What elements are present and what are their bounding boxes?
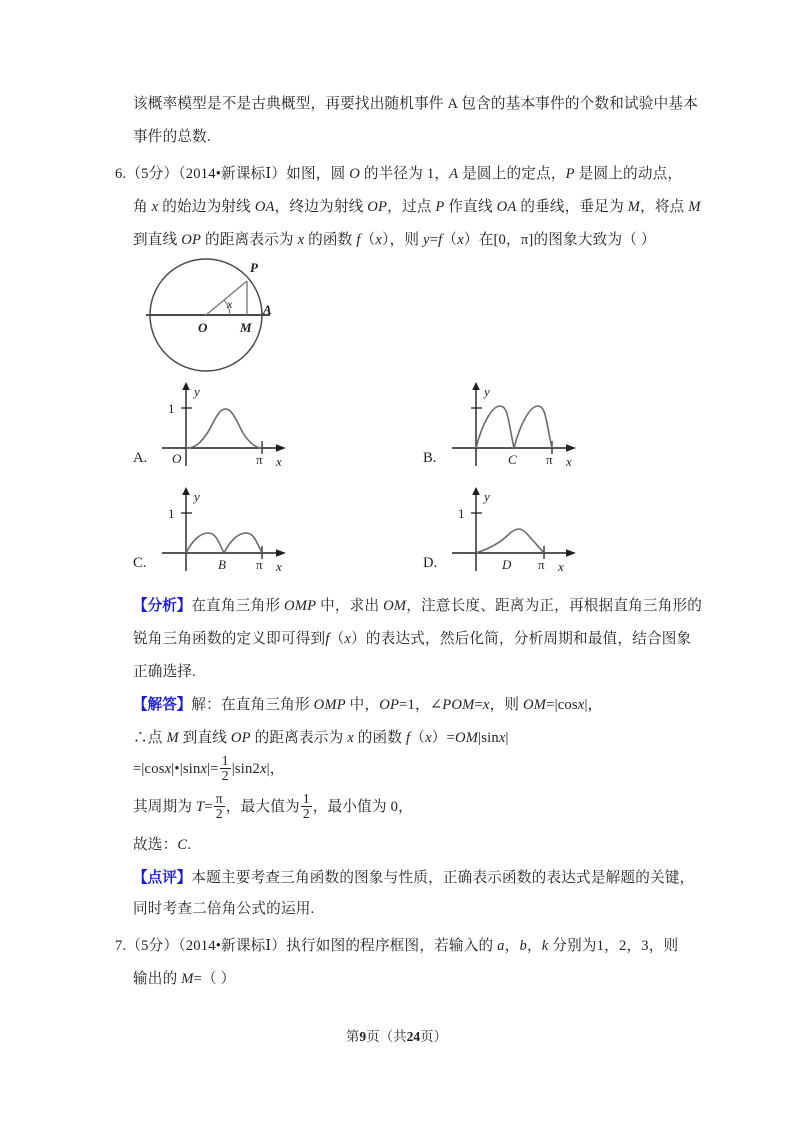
fraction-one-half-2: $\frac{1}{2}$ <box>302 791 310 822</box>
option-d <box>423 483 640 580</box>
x-axis-label: x <box>558 559 564 574</box>
q6-points: （5分） <box>126 166 179 182</box>
solution-line-3: =|cosx|•|sinx|= $\frac{1}{2}$ |sin2x|， <box>133 753 285 784</box>
y-axis-arrow <box>472 487 480 495</box>
question-6-line-3: 到直线 OP 的距离表示为 x 的函数 f（x），则 y=f（x）在[0，π]的图象大致为（ ） <box>133 232 656 248</box>
intro-text-1: 该概率模型是不是古典概型，再要找出随机事件 A 包含的基本事件的个数和试验中基本 <box>133 96 699 112</box>
y-axis-label: y <box>194 489 200 504</box>
selected-answer: C <box>177 837 188 853</box>
mid-label: D <box>502 557 512 572</box>
x-axis-label: x <box>276 559 282 574</box>
x-pi-label: π <box>546 452 553 467</box>
y-axis-label: y <box>484 489 490 504</box>
comment-line-1: 【点评】本题主要考查三角函数的图象与性质，正确表示函数的表达式是解题的关键， <box>133 870 695 886</box>
x-axis-arrow <box>566 549 576 557</box>
footer-page-number: 9 <box>359 1029 367 1044</box>
analysis-line-1: 【分析】在直角三角形 OMP 中，求出 OM，注意长度、距离为正，再根据直角三角形的 <box>133 598 703 614</box>
solution-label: 【解答】 <box>133 697 192 713</box>
y-tick-label: 1 <box>458 506 465 521</box>
question-7-line-1: 7.（5分）（2014•新课标Ⅰ）执行如图的程序框图，若输入的 a，b，k 分别为1，2，3，则 <box>115 938 679 954</box>
option-a-letter: A. <box>133 450 148 466</box>
q6-source: （2014•新课标Ⅰ） <box>178 166 287 182</box>
option-a <box>133 378 350 475</box>
y-axis-label: y <box>194 384 200 399</box>
label-P: P <box>250 260 258 275</box>
question-7-line-2: 输出的 M=（ ） <box>133 971 236 987</box>
q7-number: 7 <box>115 938 123 954</box>
y-axis-arrow <box>182 382 190 390</box>
x-pi-label: π <box>256 452 263 467</box>
solution-line-2: ∴点 M 到直线 OP 的距离表示为 x 的函数 f（x）=OM|sinx| <box>133 730 509 746</box>
label-O: O <box>198 320 208 335</box>
comment-line-2: 同时考查二倍角公式的运用. <box>133 901 315 917</box>
y-axis-label: y <box>484 384 490 399</box>
mid-label: B <box>218 557 226 572</box>
solution-line-1: 【解答】解：在直角三角形 OMP 中，OP=1，∠POM=x，则 OM=|cosx|， <box>133 697 603 713</box>
option-b <box>423 378 640 475</box>
comment-label: 【点评】 <box>133 870 192 886</box>
x-pi-label: π <box>538 557 545 572</box>
curve-arch-2 <box>224 533 262 553</box>
label-A: A <box>263 302 272 317</box>
x-axis-arrow <box>276 549 286 557</box>
y-tick-label: 1 <box>168 506 175 521</box>
x-axis-label: x <box>566 454 572 469</box>
fraction-one-half: $\frac{1}{2}$ <box>221 753 229 784</box>
x-axis-arrow <box>276 444 286 452</box>
question-6-line-2: 角 x 的始边为射线 OA，终边为射线 OP，过点 P 作直线 OA 的垂线，垂足为 M，将点 M <box>133 199 701 215</box>
option-a-graph <box>150 378 350 470</box>
option-c-letter: C. <box>133 555 147 571</box>
label-M: M <box>240 320 252 335</box>
option-b-graph <box>440 378 640 470</box>
intro-text-2: 事件的总数. <box>133 129 211 145</box>
intro-line-1 <box>133 88 698 121</box>
analysis-label: 【分析】 <box>133 598 192 614</box>
q7-source: （2014•新课标Ⅰ） <box>178 938 287 954</box>
curve-arch-2 <box>514 406 552 448</box>
option-c <box>133 483 350 580</box>
curve-arch-1 <box>186 533 224 553</box>
analysis-line-2: 锐角三角函数的定义即可得到f（x）的表达式，然后化简，分析周期和最值，结合图象 <box>133 631 692 647</box>
solution-line-4: 其周期为 T= $\frac{\pi}{2}$ ，最大值为 $\frac{1}{2}$ ，最小值为 0， <box>133 791 413 822</box>
option-c-graph <box>150 483 350 575</box>
option-b-letter: B. <box>423 450 437 466</box>
fraction-pi-over-2: $\frac{\pi}{2}$ <box>215 791 223 822</box>
option-d-graph <box>440 483 640 575</box>
curve-arch-1 <box>476 406 514 448</box>
x-pi-label: π <box>256 557 263 572</box>
origin-label: O <box>172 451 182 466</box>
curve <box>186 409 262 448</box>
x-axis-arrow <box>566 444 576 452</box>
label-angle-x: x <box>227 297 233 311</box>
circle-diagram <box>130 250 315 385</box>
option-d-letter: D. <box>423 555 438 571</box>
y-axis-arrow <box>472 382 480 390</box>
intro-line-2 <box>133 121 211 154</box>
y-axis-arrow <box>182 487 190 495</box>
q6-number: 6 <box>115 166 123 182</box>
footer-total-pages: 24 <box>406 1029 421 1044</box>
analysis-line-3: 正确选择. <box>133 664 197 680</box>
y-tick-label: 1 <box>168 401 175 416</box>
mid-label: C <box>508 452 517 467</box>
circle-diagram-svg <box>130 250 315 380</box>
solution-line-5: 故选：C. <box>133 837 192 853</box>
x-axis-label: x <box>276 454 282 469</box>
page-footer: 第9页（共24页） <box>345 1029 448 1044</box>
q7-points: （5分） <box>126 938 179 954</box>
curve <box>476 529 544 553</box>
question-6-line-1: 6.（5分）（2014•新课标Ⅰ）如图，圆 O 的半径为 1，A 是圆上的定点，P 是圆上的动点， <box>115 166 683 182</box>
